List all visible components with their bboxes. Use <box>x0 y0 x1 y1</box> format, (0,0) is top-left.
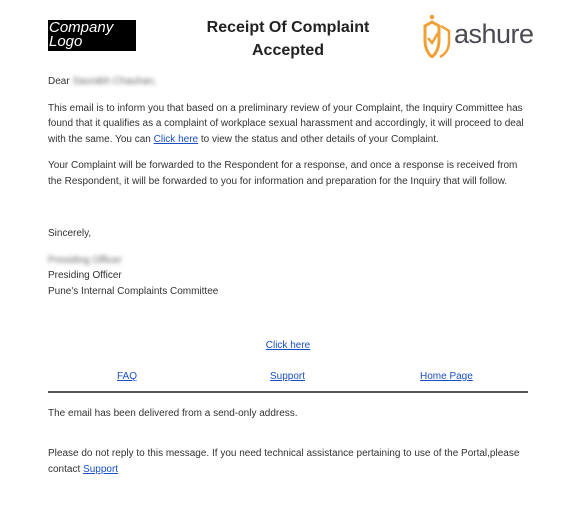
home-page-link[interactable]: Home Page <box>420 371 473 382</box>
no-reply-notice <box>48 446 528 477</box>
support-link[interactable]: Support <box>270 371 306 382</box>
ashure-logo <box>422 14 534 58</box>
footer-support-link[interactable]: Support <box>83 463 119 475</box>
recipient-name: Saurabh Chauhan, <box>72 76 157 87</box>
brand-wordmark: ashure <box>454 19 534 49</box>
closing: Sincerely, <box>48 228 92 239</box>
email-title <box>188 16 388 62</box>
email-body <box>48 74 528 299</box>
signatory-name: Presiding Officer <box>48 254 122 266</box>
view-status-link[interactable]: Click here <box>153 133 199 145</box>
paragraph-forwarding: Your Complaint will be forwarded to the Respondent for a response, and once a response is received from the Respondent, it will be forwarded to you for information and preparation for the Inquiry that will follow. <box>48 160 518 187</box>
paragraph-status-text: This email is to inform you that based on a preliminary review of your Complaint, the Inquiry Committee has found that it qualifies as a complaint of workplace sexual harassment and accordingly, it will proceed to deal with the same. You can <box>48 102 524 145</box>
cta-click-here-link[interactable]: Click here <box>265 340 311 351</box>
greeting-prefix: Dear <box>48 76 70 87</box>
company-logo: Company Logo <box>48 20 136 51</box>
committee-name: Pune's Internal Complaints Committee <box>48 285 219 297</box>
email-header <box>48 14 534 62</box>
cta-container <box>48 340 528 351</box>
greeting <box>48 74 528 90</box>
paragraph-status-tail: to view the status and other details of your Complaint. <box>200 133 439 145</box>
footer-nav <box>48 371 528 387</box>
title-line-2: Accepted <box>251 42 325 59</box>
paragraph-status <box>48 101 528 148</box>
no-reply-text: Please do not reply to this message. If you need technical assistance pertaining to use of the Portal,please contact <box>48 448 520 475</box>
signatory-role: Presiding Officer <box>48 270 122 281</box>
send-only-notice: The email has been delivered from a send-only address. <box>48 408 298 419</box>
shield-icon <box>422 14 454 58</box>
title-line-1: Receipt Of Complaint <box>206 19 370 36</box>
footer-divider <box>48 391 528 393</box>
faq-link[interactable]: FAQ <box>117 371 138 382</box>
